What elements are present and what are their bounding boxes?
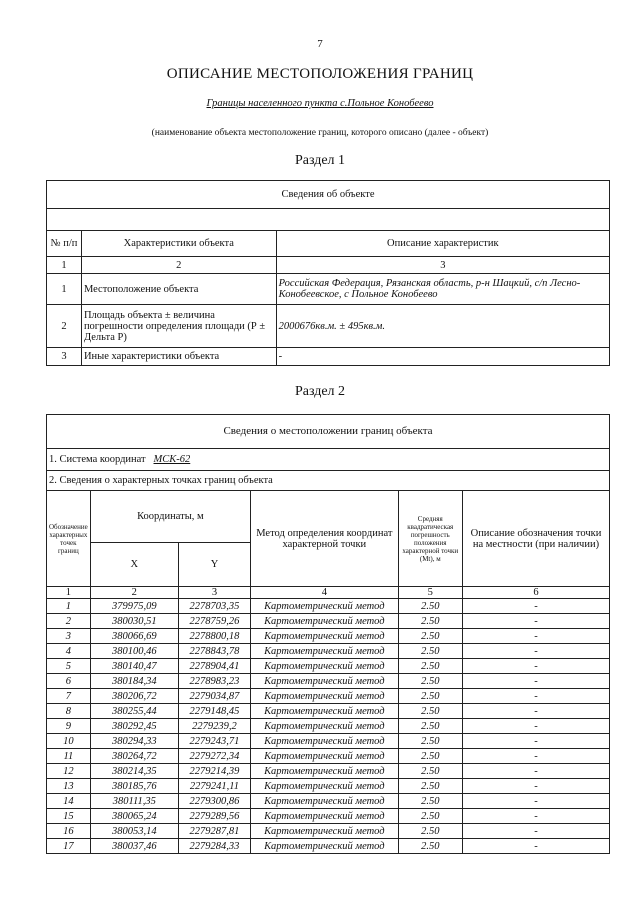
section2-heading: Раздел 2 xyxy=(294,384,346,399)
coord-x: 380214,35 xyxy=(90,764,178,779)
point-description: - xyxy=(462,599,609,614)
point-number: 17 xyxy=(47,839,91,854)
col-number: 6 xyxy=(462,587,609,599)
header-number: № п/п xyxy=(47,231,82,257)
error: 2.50 xyxy=(398,719,462,734)
coord-x: 380111,35 xyxy=(90,794,178,809)
table-row xyxy=(47,644,610,659)
col-number-3: 3 xyxy=(276,257,609,274)
col-number: 3 xyxy=(178,587,250,599)
point-number: 16 xyxy=(47,824,91,839)
point-number: 15 xyxy=(47,809,91,824)
table-row xyxy=(47,809,610,824)
point-description: - xyxy=(462,674,609,689)
row-value: 2000676кв.м. ± 495кв.м. xyxy=(276,305,609,348)
points-label: 2. Сведения о характерных точках границ объекта xyxy=(47,471,610,491)
blank-row xyxy=(47,209,610,231)
header-error: Средняя квадратическая погрешность положения характерной точки (Мt), м xyxy=(398,491,462,587)
coord-y: 2279243,71 xyxy=(178,734,250,749)
table-row xyxy=(47,839,610,854)
coord-x: 380140,47 xyxy=(90,659,178,674)
coord-x: 380065,24 xyxy=(90,809,178,824)
error: 2.50 xyxy=(398,734,462,749)
page-title: ОПИСАНИЕ МЕСТОПОЛОЖЕНИЯ ГРАНИЦ xyxy=(166,66,474,82)
error: 2.50 xyxy=(398,779,462,794)
coord-y: 2279287,81 xyxy=(178,824,250,839)
point-description: - xyxy=(462,779,609,794)
point-number: 13 xyxy=(47,779,91,794)
error: 2.50 xyxy=(398,644,462,659)
coord-x: 380185,76 xyxy=(90,779,178,794)
header-point-description: Описание обозначения точки на местности (при наличии) xyxy=(462,491,609,587)
coord-y: 2278983,23 xyxy=(178,674,250,689)
method: Картометрический метод xyxy=(251,659,399,674)
table-row xyxy=(47,599,610,614)
table-row xyxy=(47,734,610,749)
table-row xyxy=(47,794,610,809)
coord-x: 380037,46 xyxy=(90,839,178,854)
point-number: 3 xyxy=(47,629,91,644)
boundary-table xyxy=(46,414,610,854)
error: 2.50 xyxy=(398,824,462,839)
point-description: - xyxy=(462,824,609,839)
row-number: 3 xyxy=(47,348,82,366)
point-description: - xyxy=(462,629,609,644)
point-number: 8 xyxy=(47,704,91,719)
table-row xyxy=(47,824,610,839)
point-number: 4 xyxy=(47,644,91,659)
col-number-2: 2 xyxy=(81,257,276,274)
coord-x: 379975,09 xyxy=(90,599,178,614)
coord-y: 2279284,33 xyxy=(178,839,250,854)
point-number: 7 xyxy=(47,689,91,704)
header-x: X xyxy=(90,543,178,587)
row-name: Местоположение объекта xyxy=(81,274,276,305)
point-number: 5 xyxy=(47,659,91,674)
method: Картометрический метод xyxy=(251,629,399,644)
point-number: 9 xyxy=(47,719,91,734)
point-number: 14 xyxy=(47,794,91,809)
point-description: - xyxy=(462,704,609,719)
point-description: - xyxy=(462,749,609,764)
error: 2.50 xyxy=(398,764,462,779)
object-caption: (наименование объекта местоположение границ, которого описано (далее - объект) xyxy=(151,128,489,138)
method: Картометрический метод xyxy=(251,839,399,854)
coord-system-row xyxy=(47,449,610,471)
page-number: 7 xyxy=(317,38,323,50)
coord-system-value: МСК-62 xyxy=(153,454,191,465)
table-row xyxy=(47,305,610,348)
object-name: Границы населенного пункта с.Польное Конобеево xyxy=(206,98,434,109)
method: Картометрический метод xyxy=(251,749,399,764)
coord-x: 380255,44 xyxy=(90,704,178,719)
table-row xyxy=(47,614,610,629)
section1-heading: Раздел 1 xyxy=(294,153,346,168)
coord-x: 380184,34 xyxy=(90,674,178,689)
row-value: Российская Федерация, Рязанская область, р-н Шацкий, с/п Лесно-Конобеевское, с Польное Конобеево xyxy=(276,274,609,305)
method: Картометрический метод xyxy=(251,614,399,629)
error: 2.50 xyxy=(398,629,462,644)
coord-x: 380066,69 xyxy=(90,629,178,644)
object-info-table xyxy=(46,180,610,366)
table-row xyxy=(47,764,610,779)
col-number: 2 xyxy=(90,587,178,599)
row-number: 2 xyxy=(47,305,82,348)
col-number: 1 xyxy=(47,587,91,599)
point-description: - xyxy=(462,794,609,809)
coord-x: 380206,72 xyxy=(90,689,178,704)
coord-y: 2278703,35 xyxy=(178,599,250,614)
error: 2.50 xyxy=(398,674,462,689)
coord-y: 2279289,56 xyxy=(178,809,250,824)
header-point: Обозначение характерных точек границ xyxy=(47,491,91,587)
method: Картометрический метод xyxy=(251,809,399,824)
coord-y: 2279239,2 xyxy=(178,719,250,734)
point-description: - xyxy=(462,689,609,704)
table-row xyxy=(47,348,610,366)
method: Картометрический метод xyxy=(251,674,399,689)
table-row xyxy=(47,719,610,734)
header-characteristics: Характеристики объекта xyxy=(81,231,276,257)
error: 2.50 xyxy=(398,839,462,854)
method: Картометрический метод xyxy=(251,599,399,614)
error: 2.50 xyxy=(398,809,462,824)
error: 2.50 xyxy=(398,689,462,704)
table-row xyxy=(47,659,610,674)
coord-y: 2279034,87 xyxy=(178,689,250,704)
point-number: 10 xyxy=(47,734,91,749)
coord-y: 2279272,34 xyxy=(178,749,250,764)
error: 2.50 xyxy=(398,749,462,764)
point-number: 1 xyxy=(47,599,91,614)
table-row xyxy=(47,704,610,719)
point-description: - xyxy=(462,644,609,659)
method: Картометрический метод xyxy=(251,704,399,719)
coord-y: 2278904,41 xyxy=(178,659,250,674)
col-number: 4 xyxy=(251,587,399,599)
coord-x: 380053,14 xyxy=(90,824,178,839)
header-description: Описание характеристик xyxy=(276,231,609,257)
point-description: - xyxy=(462,614,609,629)
method: Картометрический метод xyxy=(251,824,399,839)
col-number: 5 xyxy=(398,587,462,599)
point-description: - xyxy=(462,659,609,674)
point-description: - xyxy=(462,719,609,734)
coord-x: 380264,72 xyxy=(90,749,178,764)
row-name: Площадь объекта ± величина погрешности определения площади (Р ± Дельта Р) xyxy=(81,305,276,348)
error: 2.50 xyxy=(398,704,462,719)
point-number: 11 xyxy=(47,749,91,764)
row-name: Иные характеристики объекта xyxy=(81,348,276,366)
error: 2.50 xyxy=(398,659,462,674)
row-value: - xyxy=(276,348,609,366)
header-method: Метод определения координат характерной точки xyxy=(251,491,399,587)
coord-x: 380100,46 xyxy=(90,644,178,659)
table-row xyxy=(47,629,610,644)
table-row xyxy=(47,689,610,704)
coord-y: 2278759,26 xyxy=(178,614,250,629)
coord-y: 2279148,45 xyxy=(178,704,250,719)
method: Картометрический метод xyxy=(251,734,399,749)
object-info-title: Сведения об объекте xyxy=(47,181,610,209)
col-number-1: 1 xyxy=(47,257,82,274)
method: Картометрический метод xyxy=(251,779,399,794)
error: 2.50 xyxy=(398,599,462,614)
header-coords: Координаты, м xyxy=(90,491,250,543)
coord-y: 2279300,86 xyxy=(178,794,250,809)
method: Картометрический метод xyxy=(251,794,399,809)
method: Картометрический метод xyxy=(251,764,399,779)
boundary-title: Сведения о местоположении границ объекта xyxy=(47,415,610,449)
table-row xyxy=(47,674,610,689)
error: 2.50 xyxy=(398,794,462,809)
point-number: 2 xyxy=(47,614,91,629)
error: 2.50 xyxy=(398,614,462,629)
point-description: - xyxy=(462,734,609,749)
coord-y: 2279241,11 xyxy=(178,779,250,794)
header-y: Y xyxy=(178,543,250,587)
coord-system-label: 1. Система координат xyxy=(49,454,146,465)
coord-x: 380292,45 xyxy=(90,719,178,734)
coord-y: 2279214,39 xyxy=(178,764,250,779)
table-row xyxy=(47,779,610,794)
coord-y: 2278843,78 xyxy=(178,644,250,659)
point-description: - xyxy=(462,809,609,824)
point-description: - xyxy=(462,764,609,779)
method: Картометрический метод xyxy=(251,689,399,704)
coord-x: 380030,51 xyxy=(90,614,178,629)
method: Картометрический метод xyxy=(251,644,399,659)
coord-x: 380294,33 xyxy=(90,734,178,749)
table-row xyxy=(47,274,610,305)
point-number: 12 xyxy=(47,764,91,779)
point-number: 6 xyxy=(47,674,91,689)
coord-y: 2278800,18 xyxy=(178,629,250,644)
method: Картометрический метод xyxy=(251,719,399,734)
point-description: - xyxy=(462,839,609,854)
row-number: 1 xyxy=(47,274,82,305)
table-row xyxy=(47,749,610,764)
